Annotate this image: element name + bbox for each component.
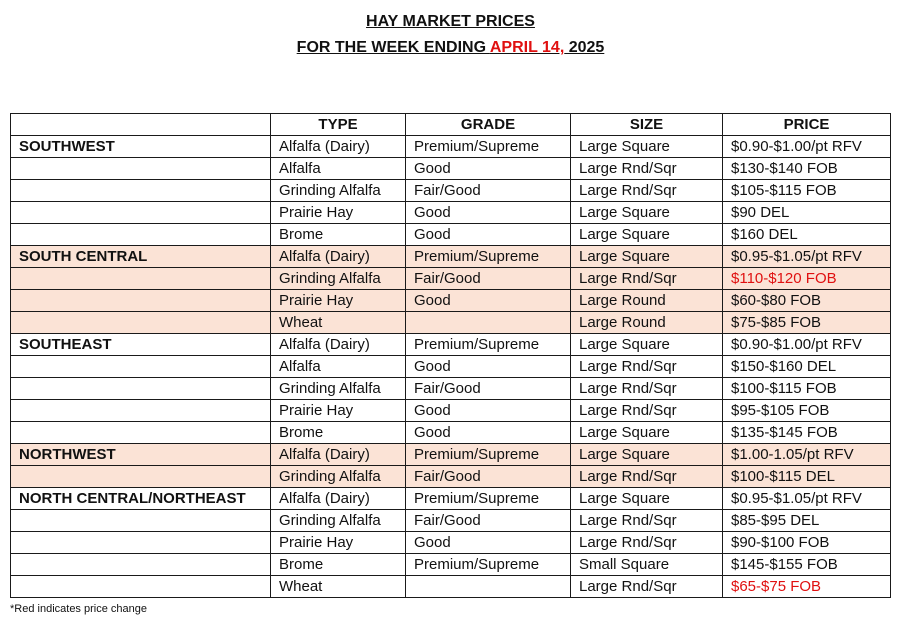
table-row	[11, 246, 891, 268]
table-header-row	[11, 114, 891, 136]
grade-cell: Good	[406, 356, 571, 378]
size-cell: Large Rnd/Sqr	[571, 378, 723, 400]
table-row	[11, 466, 891, 488]
price-cell: $90-$100 FOB	[723, 532, 891, 554]
size-cell: Large Rnd/Sqr	[571, 268, 723, 290]
price-cell: $100-$115 FOB	[723, 378, 891, 400]
size-cell: Large Square	[571, 202, 723, 224]
price-cell: $130-$140 FOB	[723, 158, 891, 180]
type-cell: Grinding Alfalfa	[271, 378, 406, 400]
title-date: APRIL 14,	[489, 39, 565, 56]
table-row	[11, 136, 891, 158]
size-cell: Large Rnd/Sqr	[571, 158, 723, 180]
table-row	[11, 576, 891, 598]
size-cell: Large Square	[571, 246, 723, 268]
grade-cell: Good	[406, 158, 571, 180]
grade-cell	[406, 576, 571, 598]
price-cell: $1.00-1.05/pt RFV	[723, 444, 891, 466]
type-cell: Prairie Hay	[271, 290, 406, 312]
type-cell: Alfalfa	[271, 158, 406, 180]
region-cell	[11, 180, 271, 202]
grade-cell: Premium/Supreme	[406, 334, 571, 356]
grade-cell: Fair/Good	[406, 180, 571, 202]
type-cell: Alfalfa	[271, 356, 406, 378]
table-row	[11, 268, 891, 290]
table-row	[11, 510, 891, 532]
region-cell	[11, 356, 271, 378]
region-cell: NORTH CENTRAL/NORTHEAST	[11, 488, 271, 510]
type-cell: Brome	[271, 554, 406, 576]
title-line-2-prefix: FOR THE WEEK ENDING	[296, 39, 490, 56]
region-cell: SOUTH CENTRAL	[11, 246, 271, 268]
size-cell: Large Rnd/Sqr	[571, 532, 723, 554]
region-cell	[11, 510, 271, 532]
price-cell: $0.90-$1.00/pt RFV	[723, 334, 891, 356]
table-row	[11, 488, 891, 510]
size-cell: Large Rnd/Sqr	[571, 180, 723, 202]
type-cell: Wheat	[271, 576, 406, 598]
size-cell: Large Rnd/Sqr	[571, 510, 723, 532]
grade-cell: Premium/Supreme	[406, 444, 571, 466]
title-line-1: HAY MARKET PRICES	[366, 13, 535, 30]
page-subtitle	[0, 39, 901, 57]
type-cell: Alfalfa (Dairy)	[271, 136, 406, 158]
grade-cell: Premium/Supreme	[406, 246, 571, 268]
region-cell	[11, 202, 271, 224]
size-cell: Large Rnd/Sqr	[571, 400, 723, 422]
table-row	[11, 224, 891, 246]
table-row	[11, 202, 891, 224]
page-title	[0, 13, 901, 31]
price-cell: $100-$115 DEL	[723, 466, 891, 488]
region-cell	[11, 422, 271, 444]
size-cell: Large Square	[571, 224, 723, 246]
region-cell	[11, 290, 271, 312]
type-cell: Grinding Alfalfa	[271, 510, 406, 532]
price-cell: $75-$85 FOB	[723, 312, 891, 334]
grade-cell: Good	[406, 532, 571, 554]
title-year: 2025	[564, 39, 605, 56]
table-row	[11, 312, 891, 334]
type-cell: Alfalfa (Dairy)	[271, 246, 406, 268]
column-header-type: TYPE	[271, 114, 406, 136]
price-cell: $145-$155 FOB	[723, 554, 891, 576]
size-cell: Large Rnd/Sqr	[571, 356, 723, 378]
table-row	[11, 158, 891, 180]
type-cell: Alfalfa (Dairy)	[271, 488, 406, 510]
table-row	[11, 444, 891, 466]
size-cell: Large Rnd/Sqr	[571, 576, 723, 598]
price-cell: $135-$145 FOB	[723, 422, 891, 444]
type-cell: Grinding Alfalfa	[271, 268, 406, 290]
size-cell: Large Rnd/Sqr	[571, 466, 723, 488]
region-cell	[11, 532, 271, 554]
region-cell	[11, 268, 271, 290]
grade-cell: Fair/Good	[406, 268, 571, 290]
type-cell: Alfalfa (Dairy)	[271, 334, 406, 356]
price-cell: $105-$115 FOB	[723, 180, 891, 202]
grade-cell: Good	[406, 202, 571, 224]
table-row	[11, 180, 891, 202]
grade-cell: Good	[406, 224, 571, 246]
region-cell	[11, 224, 271, 246]
region-cell	[11, 576, 271, 598]
region-cell: NORTHWEST	[11, 444, 271, 466]
region-cell: SOUTHEAST	[11, 334, 271, 356]
region-cell	[11, 158, 271, 180]
table-row	[11, 400, 891, 422]
column-header-price: PRICE	[723, 114, 891, 136]
grade-cell: Fair/Good	[406, 466, 571, 488]
type-cell: Grinding Alfalfa	[271, 180, 406, 202]
price-cell: $0.90-$1.00/pt RFV	[723, 136, 891, 158]
grade-cell: Good	[406, 422, 571, 444]
region-cell	[11, 400, 271, 422]
region-cell	[11, 378, 271, 400]
grade-cell: Premium/Supreme	[406, 136, 571, 158]
table-body	[11, 136, 891, 598]
table-row	[11, 422, 891, 444]
grade-cell: Premium/Supreme	[406, 488, 571, 510]
region-cell	[11, 466, 271, 488]
table-row	[11, 356, 891, 378]
type-cell: Grinding Alfalfa	[271, 466, 406, 488]
grade-cell: Premium/Supreme	[406, 554, 571, 576]
size-cell: Small Square	[571, 554, 723, 576]
grade-cell	[406, 312, 571, 334]
type-cell: Brome	[271, 422, 406, 444]
price-cell: $160 DEL	[723, 224, 891, 246]
table-row	[11, 334, 891, 356]
grade-cell: Fair/Good	[406, 510, 571, 532]
size-cell: Large Square	[571, 422, 723, 444]
type-cell: Prairie Hay	[271, 400, 406, 422]
price-cell: $65-$75 FOB	[723, 576, 891, 598]
price-cell: $150-$160 DEL	[723, 356, 891, 378]
table-row	[11, 532, 891, 554]
price-cell: $95-$105 FOB	[723, 400, 891, 422]
hay-price-table	[10, 113, 891, 598]
price-cell: $85-$95 DEL	[723, 510, 891, 532]
type-cell: Wheat	[271, 312, 406, 334]
price-cell: $90 DEL	[723, 202, 891, 224]
footnote: *Red indicates price change	[10, 603, 147, 615]
size-cell: Large Square	[571, 444, 723, 466]
type-cell: Brome	[271, 224, 406, 246]
size-cell: Large Square	[571, 136, 723, 158]
region-cell: SOUTHWEST	[11, 136, 271, 158]
price-cell: $0.95-$1.05/pt RFV	[723, 246, 891, 268]
type-cell: Prairie Hay	[271, 202, 406, 224]
size-cell: Large Square	[571, 334, 723, 356]
grade-cell: Good	[406, 290, 571, 312]
region-cell	[11, 554, 271, 576]
table-row	[11, 290, 891, 312]
size-cell: Large Round	[571, 290, 723, 312]
type-cell: Prairie Hay	[271, 532, 406, 554]
column-header-grade: GRADE	[406, 114, 571, 136]
region-cell	[11, 312, 271, 334]
price-cell: $110-$120 FOB	[723, 268, 891, 290]
column-header-region	[11, 114, 271, 136]
price-cell: $0.95-$1.05/pt RFV	[723, 488, 891, 510]
size-cell: Large Round	[571, 312, 723, 334]
table-row	[11, 554, 891, 576]
grade-cell: Good	[406, 400, 571, 422]
price-cell: $60-$80 FOB	[723, 290, 891, 312]
grade-cell: Fair/Good	[406, 378, 571, 400]
column-header-size: SIZE	[571, 114, 723, 136]
size-cell: Large Square	[571, 488, 723, 510]
type-cell: Alfalfa (Dairy)	[271, 444, 406, 466]
table-row	[11, 378, 891, 400]
